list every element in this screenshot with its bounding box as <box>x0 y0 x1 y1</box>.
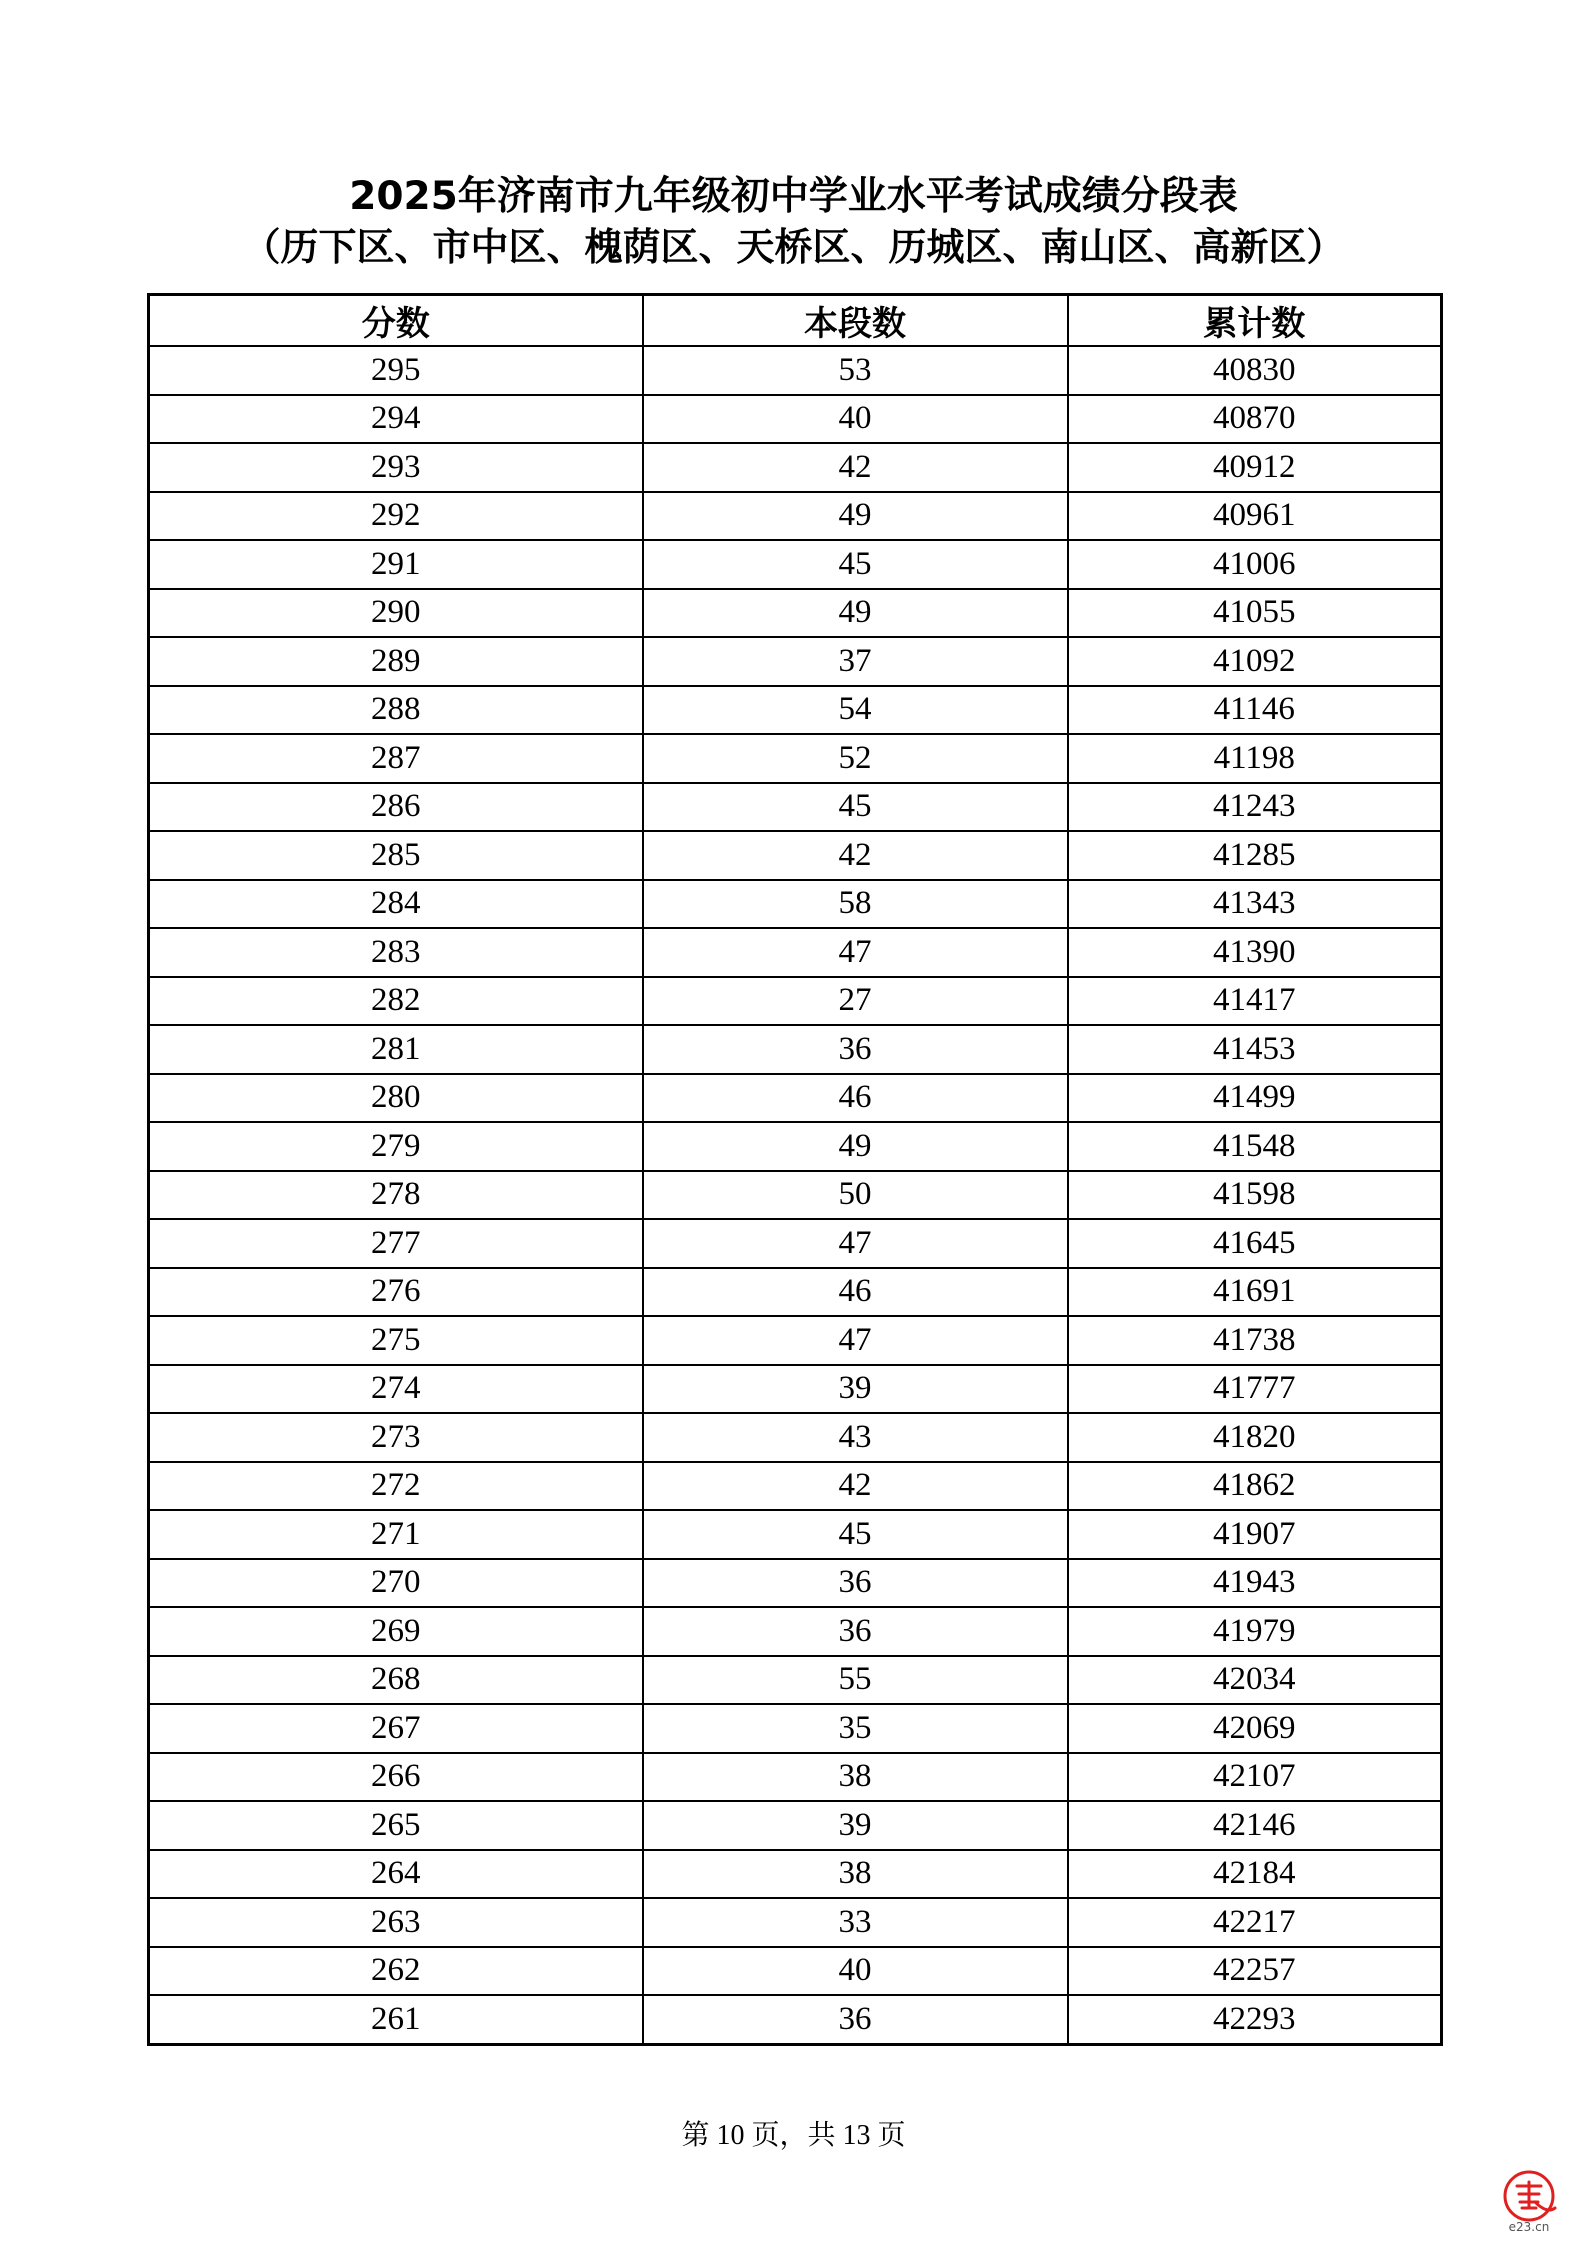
cumulative-count-cell: 41499 <box>1068 1074 1442 1123</box>
cumulative-count-cell: 41862 <box>1068 1462 1442 1511</box>
logo-text: e23.cn <box>1508 2220 1550 2234</box>
score-cell: 274 <box>149 1365 643 1414</box>
segment-count-cell: 35 <box>643 1704 1068 1753</box>
segment-count-cell: 49 <box>643 1122 1068 1171</box>
table-row <box>149 443 1442 492</box>
score-cell: 277 <box>149 1219 643 1268</box>
column-header-segment-count: 本段数 <box>643 295 1068 347</box>
score-cell: 281 <box>149 1025 643 1074</box>
table-row <box>149 1219 1442 1268</box>
table-row <box>149 1559 1442 1608</box>
table-row <box>149 346 1442 395</box>
segment-count-cell: 49 <box>643 589 1068 638</box>
table-row <box>149 1801 1442 1850</box>
segment-count-cell: 45 <box>643 540 1068 589</box>
segment-count-cell: 37 <box>643 637 1068 686</box>
cumulative-count-cell: 42034 <box>1068 1656 1442 1705</box>
column-header-cumulative-count: 累计数 <box>1068 295 1442 347</box>
segment-count-cell: 36 <box>643 1607 1068 1656</box>
table-row <box>149 395 1442 444</box>
table-row <box>149 977 1442 1026</box>
table-row <box>149 831 1442 880</box>
score-cell: 264 <box>149 1850 643 1899</box>
table-row <box>149 1316 1442 1365</box>
segment-count-cell: 54 <box>643 686 1068 735</box>
table-row <box>149 1510 1442 1559</box>
table-row <box>149 928 1442 977</box>
score-cell: 283 <box>149 928 643 977</box>
score-cell: 293 <box>149 443 643 492</box>
document-subtitle: （历下区、市中区、槐荫区、天桥区、历城区、南山区、高新区） <box>242 225 1345 269</box>
table-row <box>149 540 1442 589</box>
segment-count-cell: 36 <box>643 1025 1068 1074</box>
table-body <box>149 346 1442 2044</box>
cumulative-count-cell: 41417 <box>1068 977 1442 1026</box>
table-row <box>149 1850 1442 1899</box>
segment-count-cell: 42 <box>643 1462 1068 1511</box>
table-row <box>149 492 1442 541</box>
table-row <box>149 1122 1442 1171</box>
table-row <box>149 783 1442 832</box>
table-row <box>149 686 1442 735</box>
table-row <box>149 1607 1442 1656</box>
score-cell: 288 <box>149 686 643 735</box>
segment-count-cell: 33 <box>643 1898 1068 1947</box>
cumulative-count-cell: 40830 <box>1068 346 1442 395</box>
page-number: 第 10 页，共 13 页 <box>681 2120 906 2151</box>
score-cell: 266 <box>149 1753 643 1802</box>
table-row <box>149 1268 1442 1317</box>
table-row <box>149 1413 1442 1462</box>
score-cell: 265 <box>149 1801 643 1850</box>
score-cell: 292 <box>149 492 643 541</box>
table-row <box>149 880 1442 929</box>
segment-count-cell: 43 <box>643 1413 1068 1462</box>
segment-count-cell: 50 <box>643 1171 1068 1220</box>
cumulative-count-cell: 42257 <box>1068 1947 1442 1996</box>
e23-logo-icon <box>1495 2168 1563 2236</box>
segment-count-cell: 39 <box>643 1365 1068 1414</box>
score-cell: 267 <box>149 1704 643 1753</box>
segment-count-cell: 55 <box>643 1656 1068 1705</box>
table-row <box>149 1074 1442 1123</box>
segment-count-cell: 40 <box>643 395 1068 444</box>
score-cell: 286 <box>149 783 643 832</box>
score-cell: 268 <box>149 1656 643 1705</box>
score-cell: 280 <box>149 1074 643 1123</box>
score-cell: 270 <box>149 1559 643 1608</box>
segment-count-cell: 58 <box>643 880 1068 929</box>
score-cell: 263 <box>149 1898 643 1947</box>
score-cell: 282 <box>149 977 643 1026</box>
table-row <box>149 637 1442 686</box>
score-cell: 285 <box>149 831 643 880</box>
cumulative-count-cell: 40912 <box>1068 443 1442 492</box>
cumulative-count-cell: 41006 <box>1068 540 1442 589</box>
score-cell: 287 <box>149 734 643 783</box>
segment-count-cell: 38 <box>643 1850 1068 1899</box>
segment-count-cell: 40 <box>643 1947 1068 1996</box>
cumulative-count-cell: 41979 <box>1068 1607 1442 1656</box>
segment-count-cell: 27 <box>643 977 1068 1026</box>
table-row <box>149 1947 1442 1996</box>
cumulative-count-cell: 41907 <box>1068 1510 1442 1559</box>
table-row <box>149 1462 1442 1511</box>
score-cell: 284 <box>149 880 643 929</box>
score-cell: 273 <box>149 1413 643 1462</box>
segment-count-cell: 53 <box>643 346 1068 395</box>
cumulative-count-cell: 42293 <box>1068 1995 1442 2044</box>
cumulative-count-cell: 42184 <box>1068 1850 1442 1899</box>
score-cell: 279 <box>149 1122 643 1171</box>
segment-count-cell: 45 <box>643 783 1068 832</box>
cumulative-count-cell: 41055 <box>1068 589 1442 638</box>
cumulative-count-cell: 41738 <box>1068 1316 1442 1365</box>
table-header-row <box>149 295 1442 347</box>
segment-count-cell: 45 <box>643 1510 1068 1559</box>
table-row <box>149 589 1442 638</box>
cumulative-count-cell: 41548 <box>1068 1122 1442 1171</box>
cumulative-count-cell: 41943 <box>1068 1559 1442 1608</box>
table-row <box>149 1025 1442 1074</box>
cumulative-count-cell: 40961 <box>1068 492 1442 541</box>
score-cell: 290 <box>149 589 643 638</box>
table-row <box>149 1995 1442 2044</box>
score-cell: 275 <box>149 1316 643 1365</box>
score-cell: 262 <box>149 1947 643 1996</box>
score-cell: 261 <box>149 1995 643 2044</box>
cumulative-count-cell: 41243 <box>1068 783 1442 832</box>
cumulative-count-cell: 41198 <box>1068 734 1442 783</box>
cumulative-count-cell: 42107 <box>1068 1753 1442 1802</box>
score-cell: 278 <box>149 1171 643 1220</box>
cumulative-count-cell: 41146 <box>1068 686 1442 735</box>
cumulative-count-cell: 41645 <box>1068 1219 1442 1268</box>
segment-count-cell: 47 <box>643 928 1068 977</box>
score-cell: 289 <box>149 637 643 686</box>
segment-count-cell: 47 <box>643 1219 1068 1268</box>
segment-count-cell: 38 <box>643 1753 1068 1802</box>
segment-count-cell: 36 <box>643 1995 1068 2044</box>
cumulative-count-cell: 41453 <box>1068 1025 1442 1074</box>
table-row <box>149 1656 1442 1705</box>
cumulative-count-cell: 41092 <box>1068 637 1442 686</box>
score-cell: 269 <box>149 1607 643 1656</box>
table-row <box>149 1898 1442 1947</box>
table-row <box>149 1753 1442 1802</box>
score-cell: 272 <box>149 1462 643 1511</box>
segment-count-cell: 47 <box>643 1316 1068 1365</box>
score-cell: 276 <box>149 1268 643 1317</box>
score-distribution-table <box>147 293 1443 2046</box>
score-cell: 295 <box>149 346 643 395</box>
cumulative-count-cell: 42069 <box>1068 1704 1442 1753</box>
segment-count-cell: 49 <box>643 492 1068 541</box>
cumulative-count-cell: 42217 <box>1068 1898 1442 1947</box>
segment-count-cell: 39 <box>643 1801 1068 1850</box>
segment-count-cell: 42 <box>643 443 1068 492</box>
score-cell: 271 <box>149 1510 643 1559</box>
segment-count-cell: 36 <box>643 1559 1068 1608</box>
cumulative-count-cell: 40870 <box>1068 395 1442 444</box>
table-row <box>149 1704 1442 1753</box>
segment-count-cell: 46 <box>643 1268 1068 1317</box>
cumulative-count-cell: 41343 <box>1068 880 1442 929</box>
segment-count-cell: 46 <box>643 1074 1068 1123</box>
cumulative-count-cell: 41598 <box>1068 1171 1442 1220</box>
cumulative-count-cell: 41777 <box>1068 1365 1442 1414</box>
table-row <box>149 1171 1442 1220</box>
cumulative-count-cell: 41285 <box>1068 831 1442 880</box>
segment-count-cell: 52 <box>643 734 1068 783</box>
cumulative-count-cell: 42146 <box>1068 1801 1442 1850</box>
cumulative-count-cell: 41820 <box>1068 1413 1442 1462</box>
score-cell: 291 <box>149 540 643 589</box>
column-header-score: 分数 <box>149 295 643 347</box>
segment-count-cell: 42 <box>643 831 1068 880</box>
table-row <box>149 734 1442 783</box>
cumulative-count-cell: 41390 <box>1068 928 1442 977</box>
score-cell: 294 <box>149 395 643 444</box>
document-title: 2025年济南市九年级初中学业水平考试成绩分段表 <box>349 174 1238 219</box>
cumulative-count-cell: 41691 <box>1068 1268 1442 1317</box>
table-row <box>149 1365 1442 1414</box>
